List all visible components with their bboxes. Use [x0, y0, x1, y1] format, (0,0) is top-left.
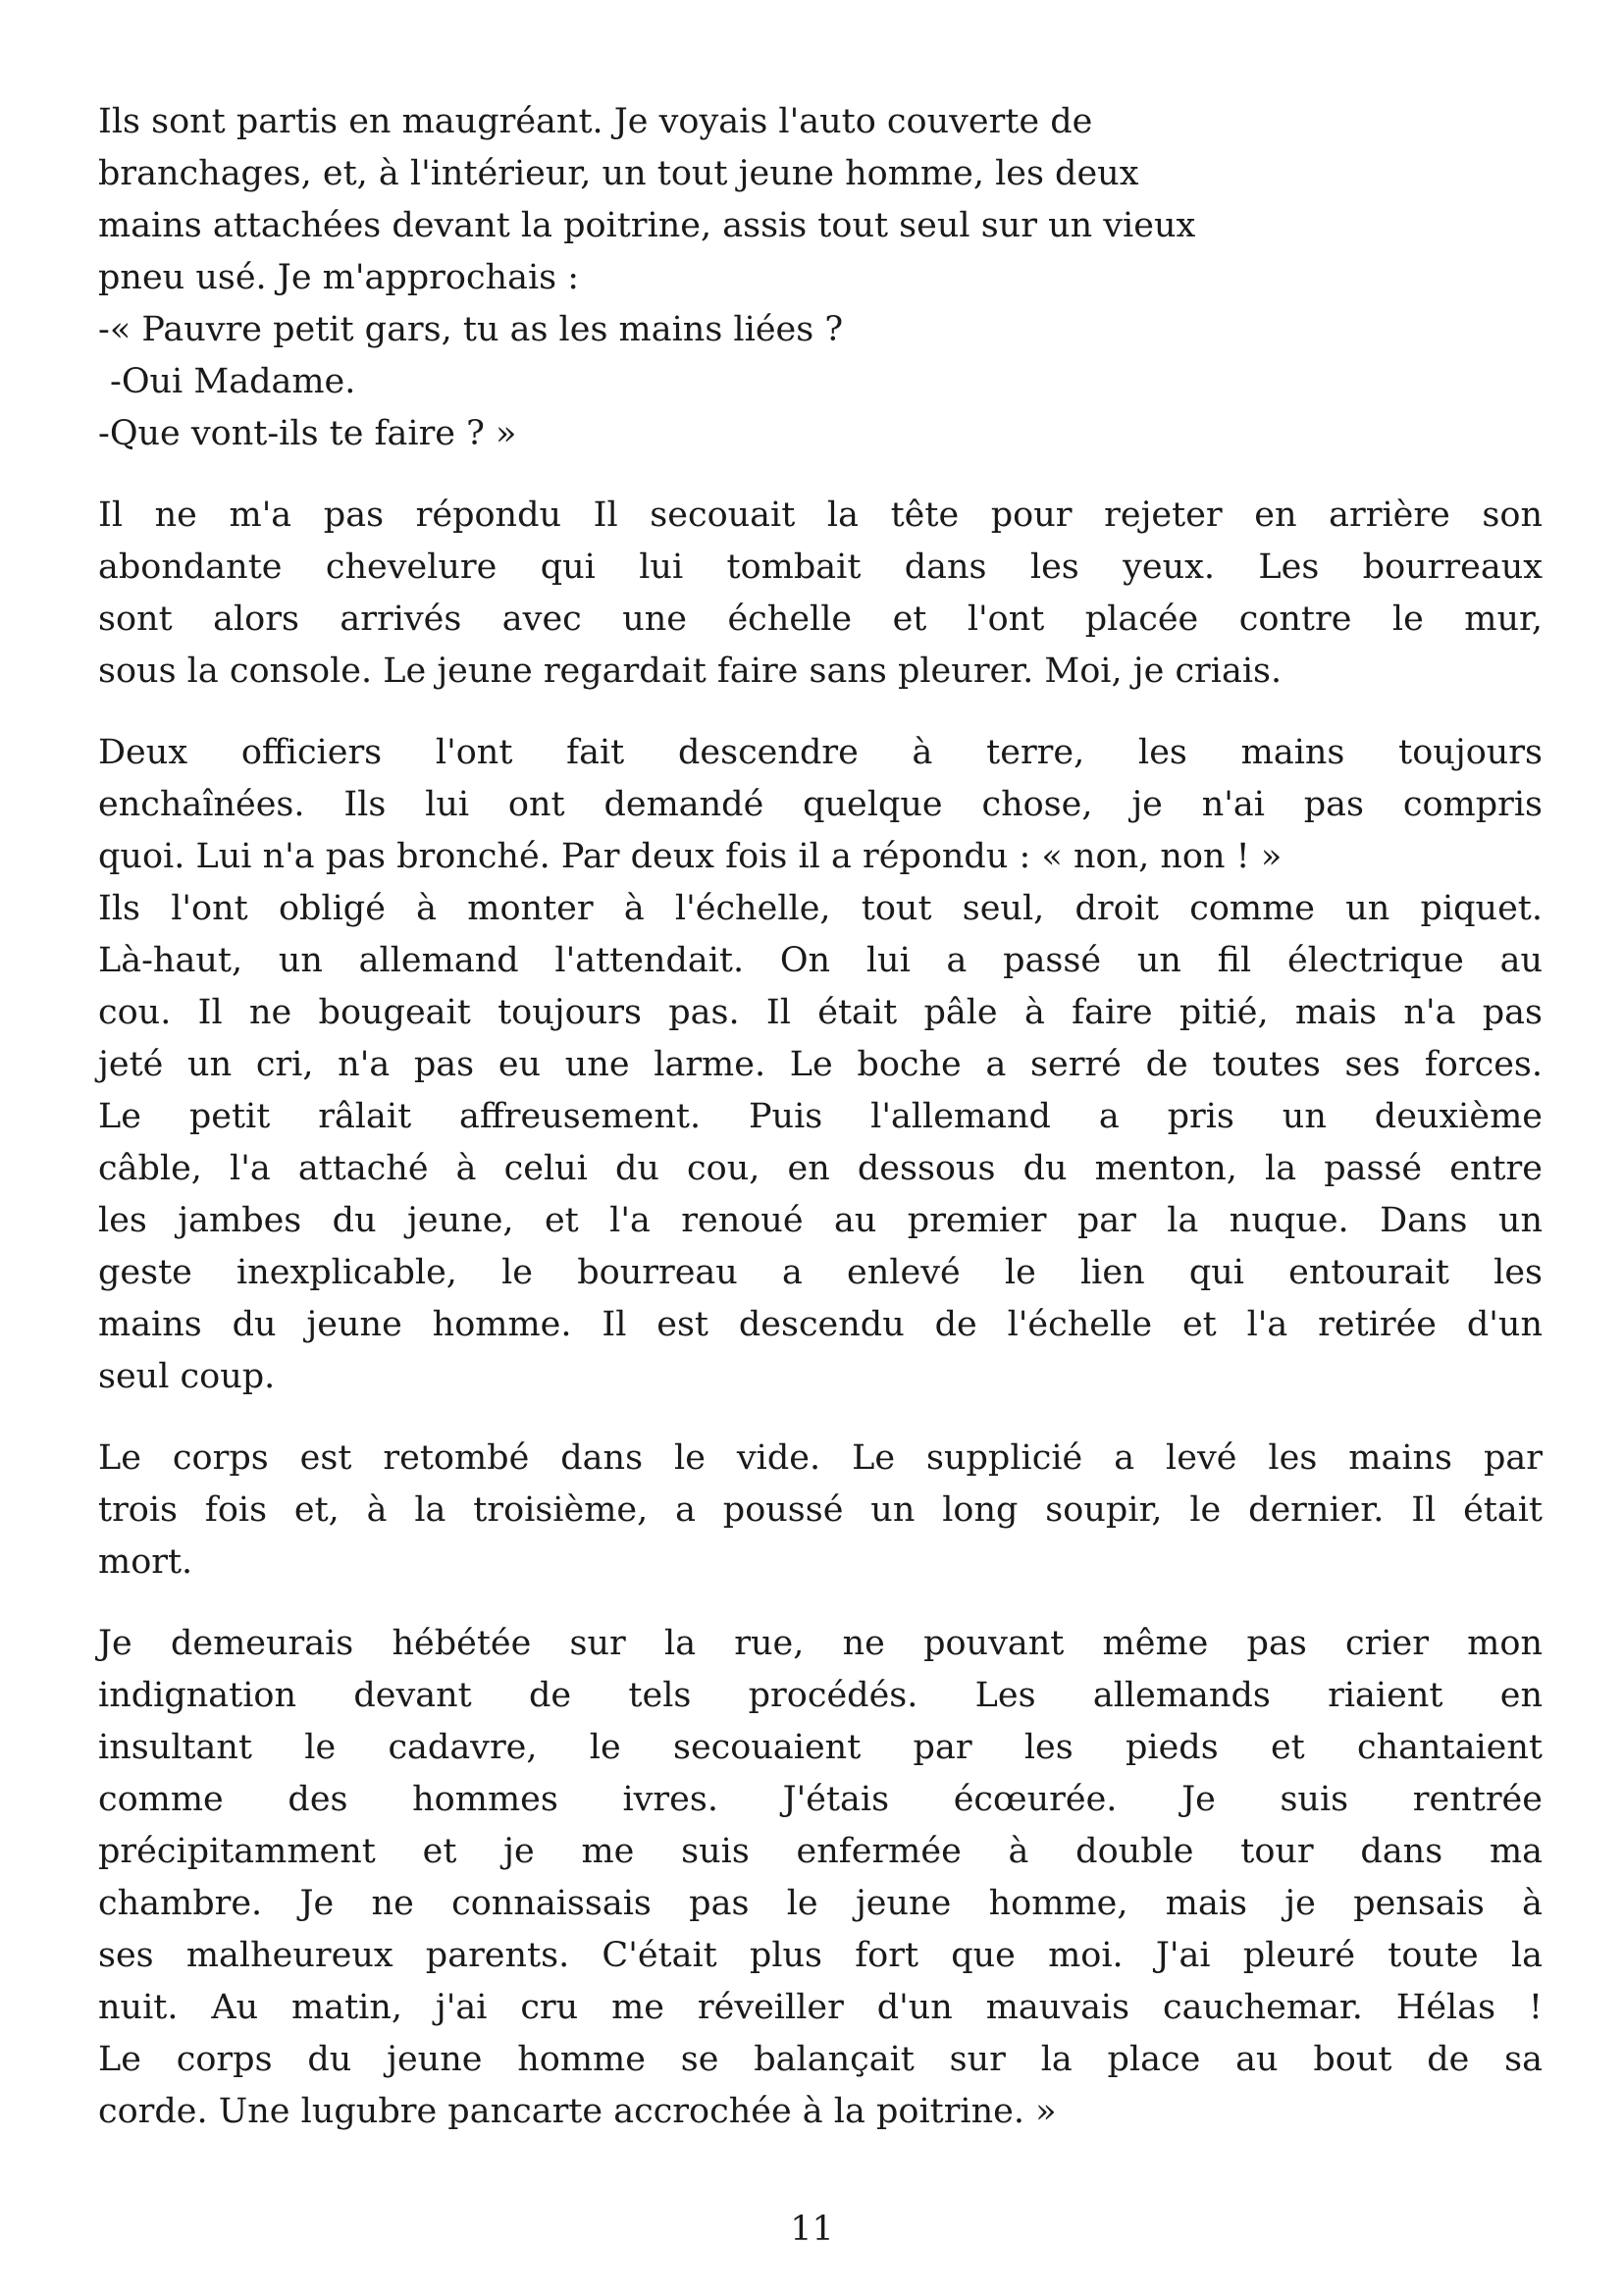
text-line: Le petit râlait affreusement. Puis l'allemand a pris un deuxième [98, 1097, 1543, 1136]
text-line: sous la console. Le jeune regardait faire sans pleurer. Moi, je criais. [98, 652, 1283, 691]
text-line: indignation devant de tels procédés. Les allemands riaient en [98, 1676, 1543, 1715]
text-line: comme des hommes ivres. J'étais écœurée. Je suis rentrée [98, 1780, 1543, 1819]
text-line: précipitamment et je me suis enfermée à double tour dans ma [98, 1832, 1543, 1871]
text-line: nuit. Au matin, j'ai cru me réveiller d'un mauvais cauchemar. Hélas ! [98, 1988, 1543, 2027]
text-line: chambre. Je ne connaissais pas le jeune homme, mais je pensais à [98, 1884, 1543, 1923]
page-number: 11 [790, 2210, 834, 2249]
document-body [98, 96, 1543, 2167]
text-line: câble, l'a attaché à celui du cou, en dessous du menton, la passé entre [98, 1149, 1543, 1188]
text-line: mains attachées devant la poitrine, assis tout seul sur un vieux [98, 206, 1196, 245]
text-line: Deux officiers l'ont fait descendre à terre, les mains toujours [98, 733, 1543, 772]
text-line: abondante chevelure qui lui tombait dans les yeux. Les bourreaux [98, 547, 1543, 587]
text-line: insultant le cadavre, le secouaient par les pieds et chantaient [98, 1728, 1543, 1767]
text-line: enchaînées. Ils lui ont demandé quelque chose, je n'ai pas compris [98, 785, 1543, 824]
text-line: Là-haut, un allemand l'attendait. On lui a passé un fil électrique au [98, 941, 1543, 980]
text-line: jeté un cri, n'a pas eu une larme. Le boche a serré de toutes ses forces. [98, 1045, 1543, 1084]
text-line: quoi. Lui n'a pas bronché. Par deux fois il a répondu : « non, non ! » [98, 837, 1283, 876]
text-line: mort. [98, 1542, 193, 1582]
text-line: Je demeurais hébétée sur la rue, ne pouvant même pas crier mon [98, 1624, 1543, 1663]
text-line: les jambes du jeune, et l'a renoué au premier par la nuque. Dans un [98, 1201, 1543, 1240]
text-line: mains du jeune homme. Il est descendu de l'échelle et l'a retirée d'un [98, 1305, 1543, 1344]
text-line: Il ne m'a pas répondu Il secouait la tête pour rejeter en arrière son [98, 495, 1543, 535]
dialogue-line: -« Pauvre petit gars, tu as les mains liées ? [98, 310, 844, 349]
paragraph-3 [98, 727, 1543, 1403]
paragraph-5 [98, 1618, 1543, 2138]
text-line: branchages, et, à l'intérieur, un tout jeune homme, les deux [98, 154, 1139, 193]
text-line: sont alors arrivés avec une échelle et l'ont placée contre le mur, [98, 600, 1543, 639]
text-line: trois fois et, à la troisième, a poussé un long soupir, le dernier. Il était [98, 1490, 1543, 1530]
text-line: geste inexplicable, le bourreau a enlevé le lien qui entourait les [98, 1253, 1543, 1292]
text-line: cou. Il ne bougeait toujours pas. Il était pâle à faire pitié, mais n'a pas [98, 993, 1543, 1032]
text-line: Ils l'ont obligé à monter à l'échelle, tout seul, droit comme un piquet. [98, 889, 1543, 928]
dialogue-line: -Que vont-ils te faire ? » [98, 414, 517, 453]
paragraph-4 [98, 1433, 1543, 1589]
text-line: corde. Une lugubre pancarte accrochée à la poitrine. » [98, 2092, 1057, 2131]
text-line: Le corps est retombé dans le vide. Le supplicié a levé les mains par [98, 1438, 1543, 1478]
text-line: ses malheureux parents. C'était plus fort que moi. J'ai pleuré toute la [98, 1936, 1543, 1975]
text-line: Ils sont partis en maugréant. Je voyais l'auto couverte de [98, 102, 1093, 141]
paragraph-2 [98, 490, 1543, 698]
dialogue-line: -Oui Madame. [110, 362, 356, 401]
text-line: Le corps du jeune homme se balançait sur la place au bout de sa [98, 2040, 1543, 2079]
paragraph-1 [98, 96, 1543, 460]
text-line: pneu usé. Je m'approchais : [98, 258, 580, 297]
text-line: seul coup. [98, 1357, 276, 1396]
